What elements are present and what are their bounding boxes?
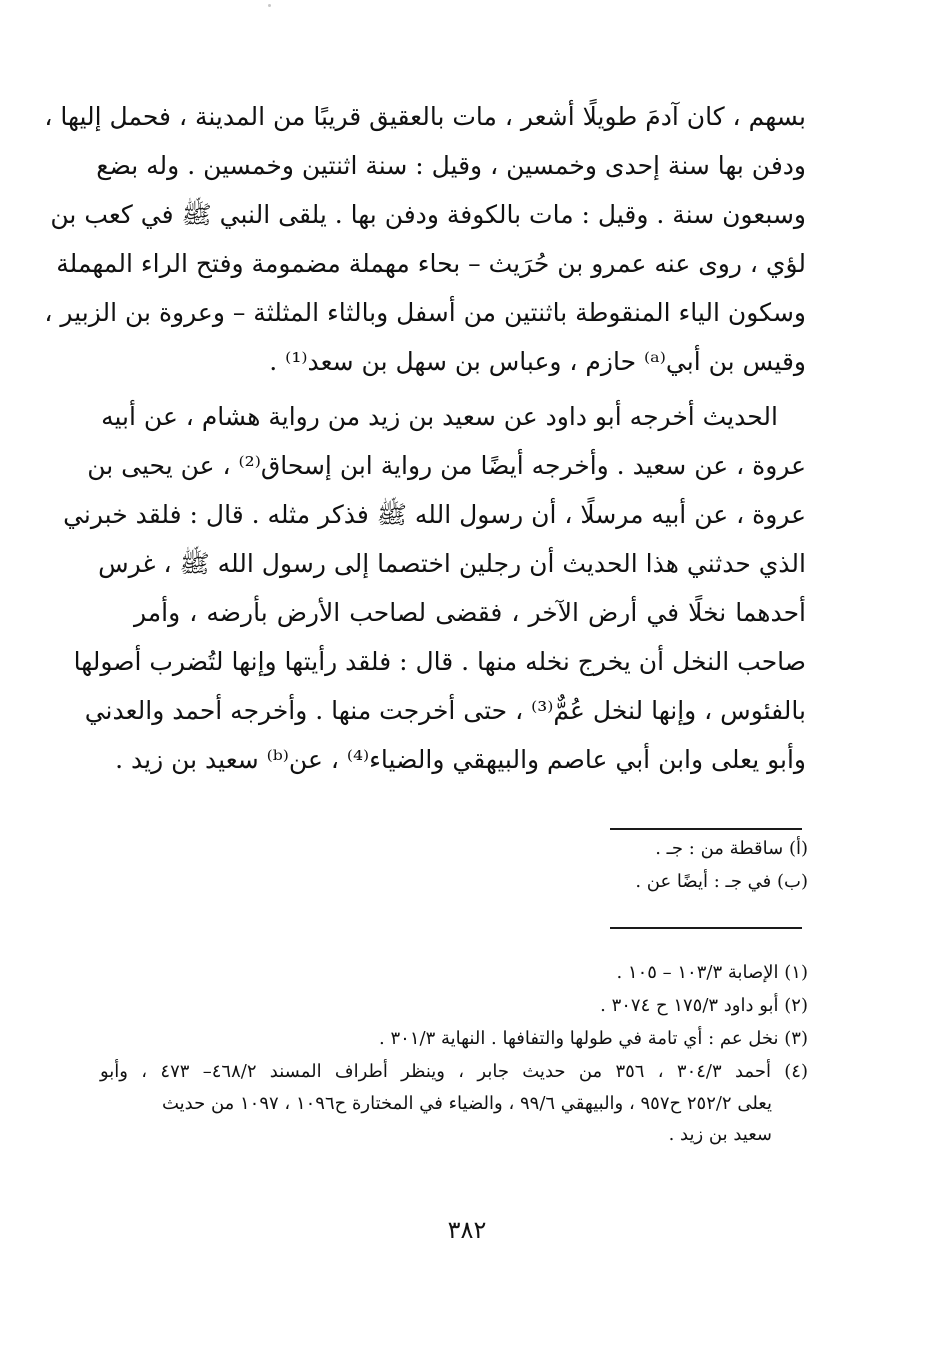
- source-note: (٤) أحمد ٣٠٤/٣ ، ٣٥٦ من حديث جابر ، وينظر أطراف المسند ٤٦٨/٢– ٤٧٣ ، وأبو: [100, 1061, 808, 1082]
- source-note: (٢) أبو داود ١٧٥/٣ ح ٣٠٧٤ .: [600, 995, 808, 1016]
- text-line: الذي حدثني هذا الحديث أن رجلين اختصما إلى رسول الله ﷺ ، غرس: [98, 549, 806, 578]
- text-line: ودفن بها سنة إحدى وخمسين ، وقيل : سنة اثنتين وخمسين . وله بضع: [96, 151, 806, 180]
- source-note: (٣) نخل عم : أي تامة في طولها والتفافها . النهاية ٣٠١/٣ .: [379, 1028, 808, 1049]
- text-line: وسكون الياء المنقوطة باثنتين من أسفل وبالثاء المثلثة – وعروة بن الزبير ،: [44, 298, 806, 327]
- text-line: لؤي ، روى عنه عمرو بن حُرَيث – بحاء مهملة مضمومة وفتح الراء المهملة: [56, 249, 806, 278]
- source-note-continuation: سعيد بن زيد .: [668, 1124, 772, 1145]
- text-line: عروة ، عن أبيه مرسلًا ، أن رسول الله ﷺ فذكر مثله . قال : فلقد خبرني: [63, 500, 806, 529]
- text-line: عروة ، عن سعيد . وأخرجه أيضًا من رواية ابن إسحاق⁽²⁾ ، عن يحيى بن: [87, 451, 806, 480]
- text-line: وسبعون سنة . وقيل : مات بالكوفة ودفن بها . يلقى النبي ﷺ في كعب بن: [50, 200, 806, 229]
- text-line: بالفئوس ، وإنها لنخل عُمٌّ⁽³⁾ ، حتى أخرجت منها . وأخرجه أحمد والعدني: [84, 696, 806, 725]
- main-paragraph-1: [44, 92, 806, 386]
- textual-note: (أ) ساقطة من : جـ .: [655, 838, 808, 859]
- text-line: وأبو يعلى وابن أبي عاصم والبيهقي والضياء⁽⁴⁾ ، عن⁽ᵇ⁾ سعيد بن زيد .: [115, 745, 806, 774]
- textual-note: (ب) في جـ : أيضًا عن .: [635, 871, 808, 892]
- source-note-continuation: يعلى ٢٥٢/٢ ح٩٥٧ ، والبيهقي ٩٩/٦ ، والضياء في المختارة ح١٠٩٦ ، ١٠٩٧ من حديث: [161, 1093, 772, 1114]
- main-paragraph-2: [63, 392, 806, 784]
- text-line: صاحب النخل أن يخرج نخله منها . قال : فلقد رأيتها وإنها لتُضرب أصولها: [73, 647, 806, 676]
- text-line: أحدهما نخلًا في أرض الآخر ، فقضى لصاحب الأرض بأرضه ، وأمر: [134, 598, 806, 627]
- footnote-divider-sources: [610, 927, 802, 929]
- textual-notes: [100, 828, 808, 898]
- scan-speck: [268, 4, 271, 7]
- text-line: الحديث أخرجه أبو داود عن سعيد بن زيد من رواية هشام ، عن أبيه: [101, 402, 778, 431]
- source-note: (١) الإصابة ١٠٣/٣ – ١٠٥ .: [616, 962, 808, 983]
- text-line: وقيس بن أبي⁽ᵃ⁾ حازم ، وعباس بن سهل بن سعد⁽¹⁾ .: [269, 347, 806, 376]
- page-number: ٣٨٢: [447, 1216, 487, 1244]
- source-notes: [100, 956, 808, 1150]
- text-line: بسهم ، كان آدمَ طويلًا أشعر ، مات بالعقيق قريبًا من المدينة ، فحمل إليها ،: [44, 102, 806, 131]
